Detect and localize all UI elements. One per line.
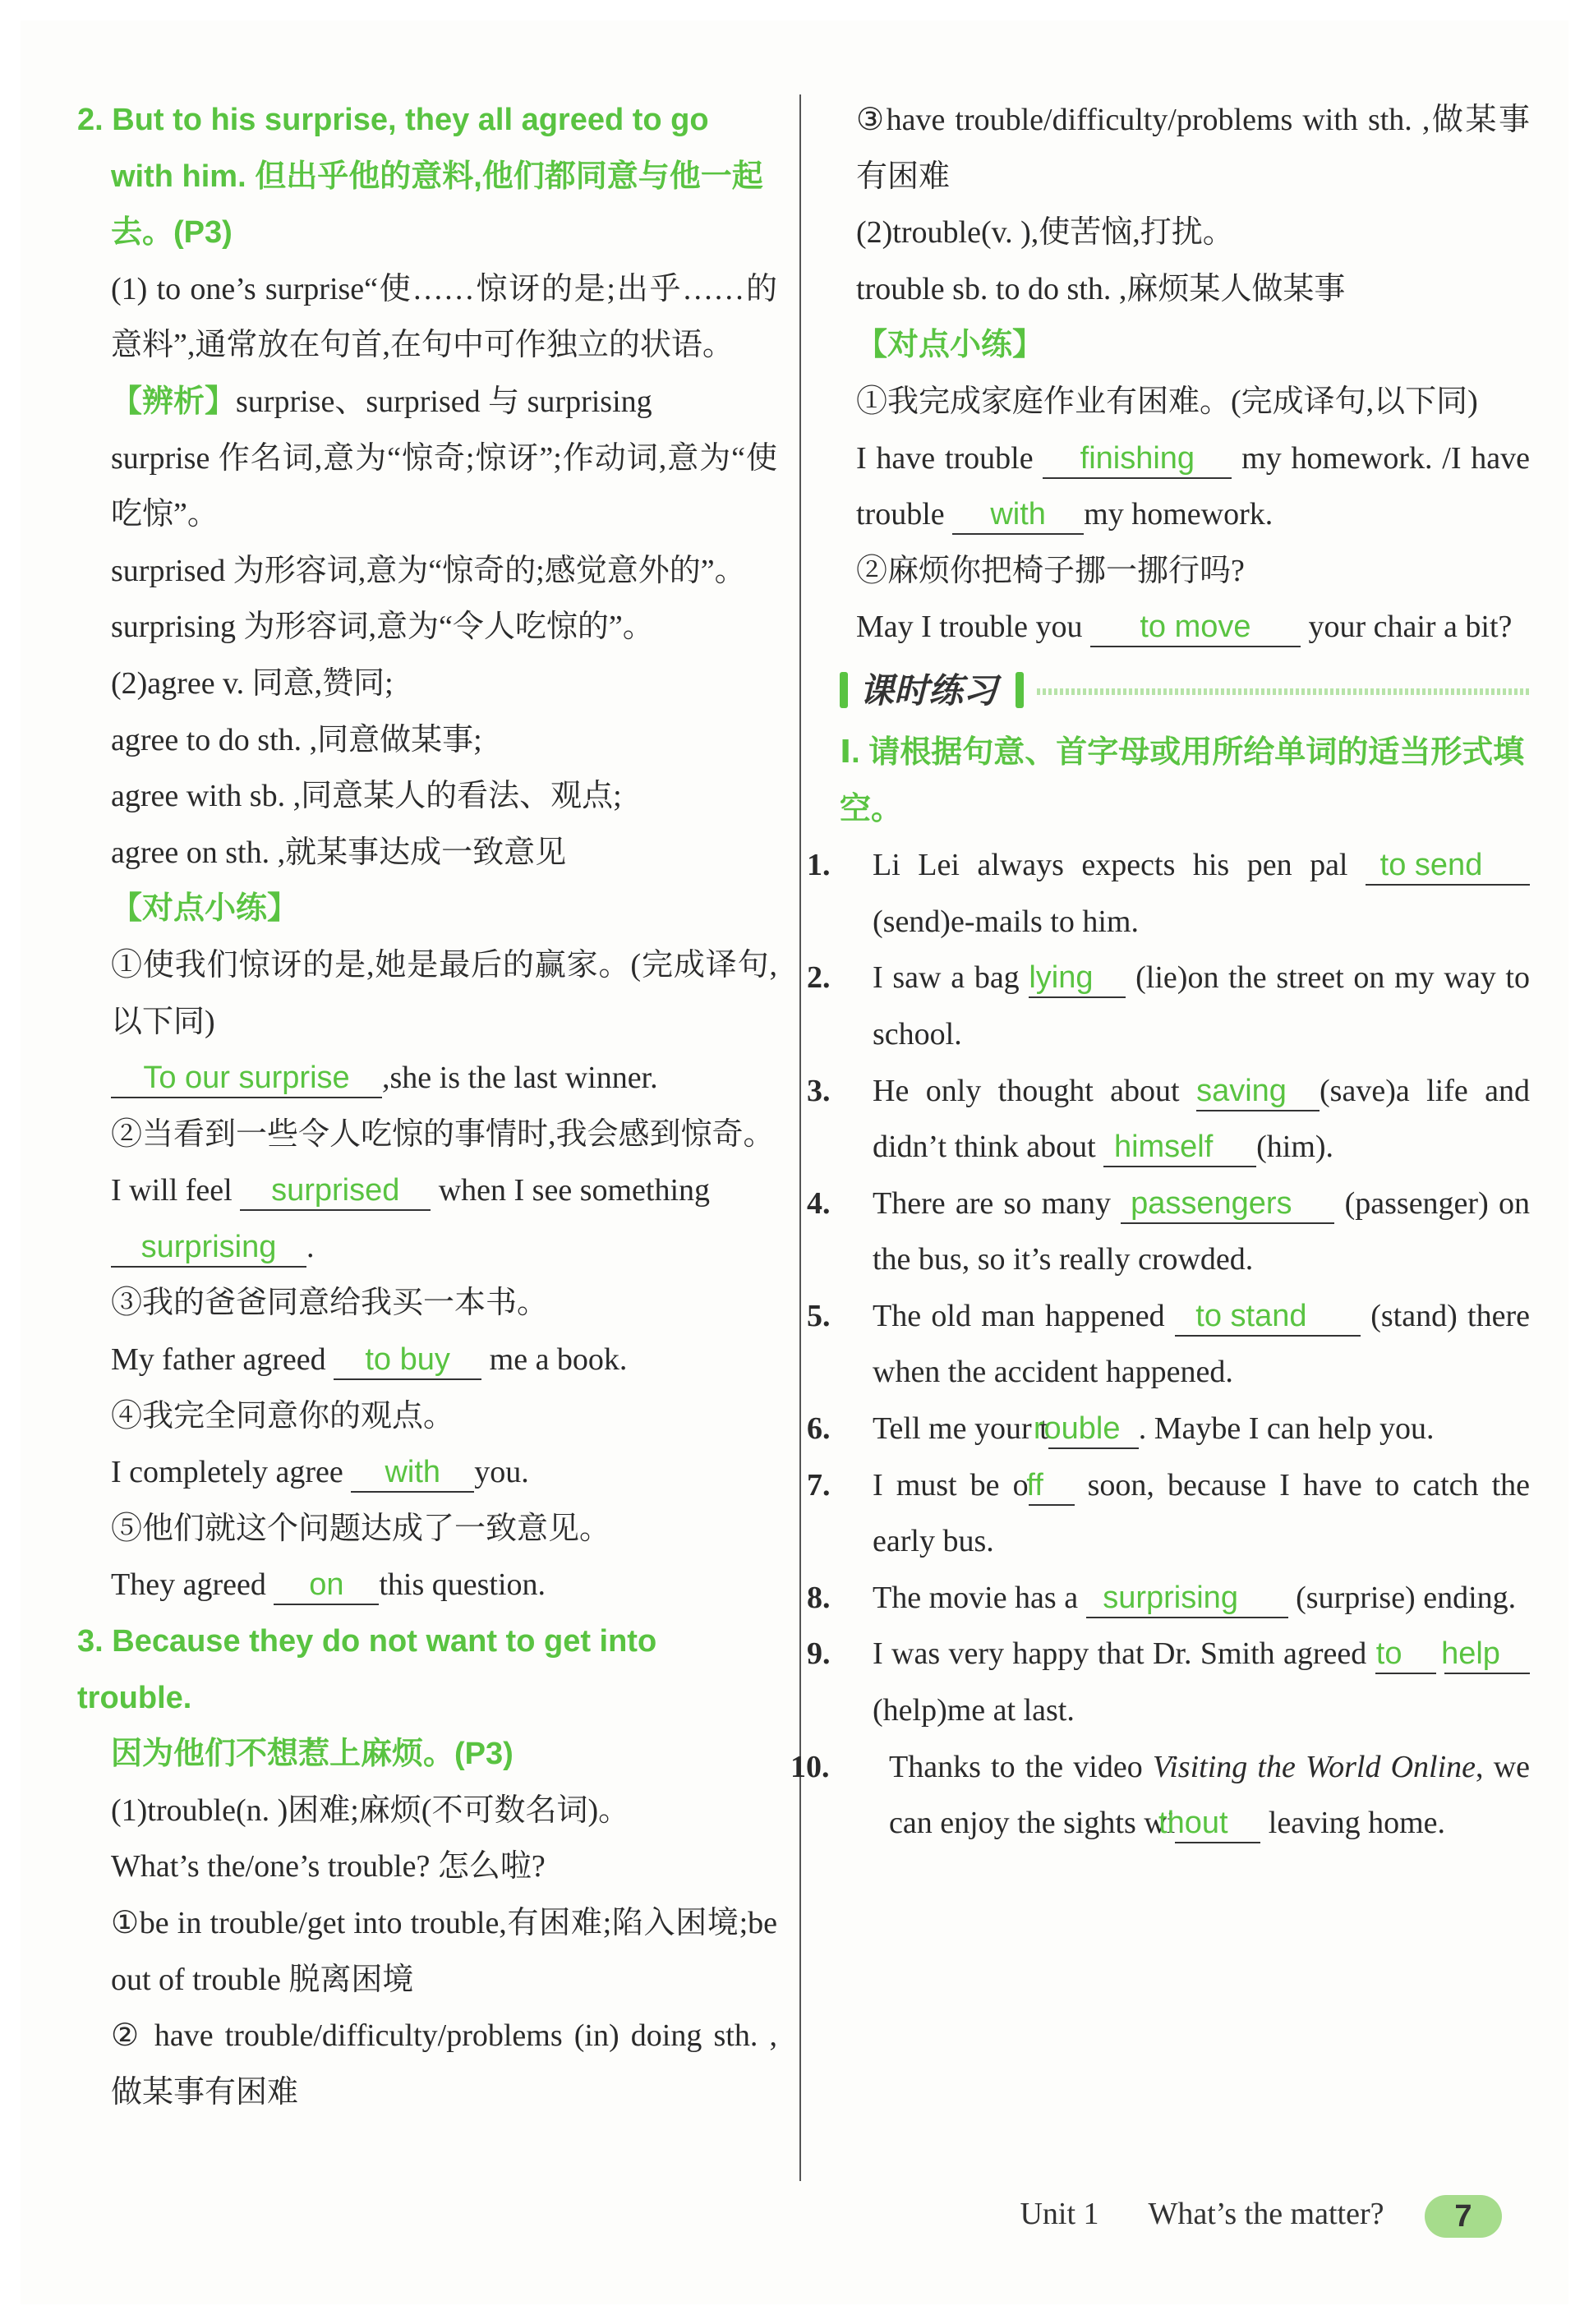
ex3-cn: ③我的爸爸同意给我买一本书。 <box>111 1286 549 1321</box>
ex1-cn: ①使我们惊讶的是,她是最后的赢家。(完成译句,以下同) <box>111 947 777 1039</box>
question-3 <box>807 1063 1531 1176</box>
q5-number: 5. <box>807 1298 831 1333</box>
bianxi-text: surprise、surprised 与 surprising <box>236 384 652 419</box>
ex4-answer: with <box>351 1453 474 1493</box>
q5-b: (stand) there when the accident happened. <box>873 1298 1530 1390</box>
ex3-after: me a book. <box>489 1342 628 1378</box>
q10-c: leaving home. <box>1268 1806 1446 1841</box>
q10-italic-title: Visiting the World Online <box>1152 1749 1476 1784</box>
p2-answer: to move <box>1090 608 1301 647</box>
trouble-phrase-2: ② have trouble/difficulty/problems (in) doing sth. ,做某事有困难 <box>111 2018 777 2110</box>
section-bar-left <box>840 672 848 708</box>
question-8 <box>807 1570 1530 1627</box>
question-4 <box>807 1176 1531 1288</box>
section-header <box>840 664 1530 718</box>
ex2-answer-1: surprised <box>240 1171 431 1211</box>
q2-b: (lie)on the street on my way to school. <box>873 960 1530 1052</box>
ex4-before: I completely agree <box>111 1455 343 1490</box>
ex1-line <box>77 1050 777 1107</box>
q5-answer: to stand <box>1175 1297 1361 1337</box>
p2-b: your chair a bit? <box>1308 610 1513 645</box>
left-column <box>77 92 777 2120</box>
agree-def: (2)agree v. 同意,赞同; <box>111 665 394 701</box>
ex1-after: ,she is the last winner. <box>382 1061 658 1096</box>
question-9 <box>807 1626 1530 1738</box>
q9-b: (help)me at last. <box>873 1693 1075 1728</box>
q6-b: . Maybe I can help you. <box>1138 1411 1435 1447</box>
q3-answer-1: saving <box>1196 1072 1320 1111</box>
q10-answer: thout <box>1175 1804 1260 1843</box>
q3-number: 3. <box>807 1073 831 1108</box>
q3-c: (him). <box>1256 1130 1334 1165</box>
q2-number: 2. <box>807 960 831 996</box>
q2-a: I saw a bag <box>873 960 1020 996</box>
p1-a: I have trouble <box>856 440 1034 476</box>
trouble-phrase-3: ③have trouble/difficulty/problems with sth. ,做某事有困难 <box>856 103 1530 194</box>
agree-with-def: agree with sb. ,同意某人的看法、观点; <box>111 779 622 814</box>
q8-number: 8. <box>807 1580 831 1615</box>
q3-a: He only thought about <box>873 1073 1180 1108</box>
q9-number: 9. <box>807 1636 831 1672</box>
p1-line <box>840 430 1530 543</box>
ex3-line <box>77 1332 777 1388</box>
q7-answer: ff <box>1029 1466 1075 1506</box>
surprising-def: surprising 为形容词,意为“令人吃惊的”。 <box>111 610 654 645</box>
page-footer <box>1020 2189 1502 2239</box>
q7-number: 7. <box>807 1467 831 1503</box>
task-title: Ⅰ. 请根据句意、首字母或用所给单词的适当形式填空。 <box>840 734 1525 826</box>
trouble-question: What’s the/one’s trouble? 怎么啦? <box>111 1849 546 1885</box>
q5-a: The old man happened <box>873 1298 1165 1333</box>
q8-answer: surprising <box>1086 1579 1288 1618</box>
item3-title: 3. Because they do not want to get into trouble. <box>77 1624 657 1715</box>
trouble-phrase-1: ①be in trouble/get into trouble,有困难;陷入困境;be out of trouble 脱离困境 <box>111 1906 777 1997</box>
bianxi-line <box>77 374 777 430</box>
q10-number: 10. <box>790 1749 830 1784</box>
p1-answer-2: with <box>952 495 1084 535</box>
section-dotted-rule <box>1037 688 1530 695</box>
q3-answer-2: himself <box>1103 1128 1256 1167</box>
ex2-line <box>77 1162 777 1219</box>
q4-answer: passengers <box>1121 1185 1334 1224</box>
q9-answer-2: help <box>1444 1635 1530 1674</box>
right-column <box>790 92 1531 1852</box>
ex5-cn: ⑤他们就这个问题达成了一致意见。 <box>111 1511 611 1546</box>
surprise-def: surprise 作名词,意为“惊奇;惊讶”;作动词,意为“使吃惊”。 <box>111 440 777 532</box>
q7-b: soon, because I have to catch the early bus. <box>873 1467 1530 1559</box>
p2-cn: ②麻烦你把椅子挪一挪行吗? <box>856 553 1245 588</box>
ex2-answer-2: surprising <box>111 1228 306 1268</box>
question-2 <box>807 950 1530 1062</box>
bianxi-label: 【辨析】 <box>111 384 237 419</box>
question-1 <box>807 837 1530 950</box>
practice-label-right: 【对点小练】 <box>856 328 1044 363</box>
question-5 <box>807 1288 1530 1401</box>
q8-a: The movie has a <box>873 1580 1079 1615</box>
p1-c: my homework. <box>1084 497 1274 532</box>
section-title: 课时练习 <box>859 670 998 710</box>
ex5-answer: on <box>274 1566 379 1605</box>
q4-b: (passenger) on the bus, so it’s really crowded. <box>873 1185 1531 1277</box>
question-6 <box>807 1401 1530 1457</box>
ex3-answer: to buy <box>334 1341 481 1380</box>
practice-label: 【对点小练】 <box>111 891 299 927</box>
q6-answer: rouble <box>1048 1410 1139 1449</box>
ex4-line <box>77 1444 777 1501</box>
ex1-answer: To our surprise <box>111 1059 382 1098</box>
trouble-n: (1)trouble(n. )困难;麻烦(不可数名词)。 <box>111 1792 630 1828</box>
q8-b: (surprise) ending. <box>1296 1580 1517 1615</box>
question-7 <box>807 1457 1530 1570</box>
page-number: 7 <box>1425 2195 1502 2238</box>
p1-b: my homework. /I have trouble <box>856 440 1530 532</box>
q6-number: 6. <box>807 1411 831 1447</box>
ex2-line2 <box>77 1219 777 1276</box>
trouble-v: (2)trouble(v. ),使苦恼,打扰。 <box>856 215 1234 251</box>
ex5-before: They agreed <box>111 1567 266 1603</box>
agree-on-def: agree on sth. ,就某事达成一致意见 <box>111 835 567 870</box>
ex5-after: this question. <box>379 1567 546 1603</box>
surprised-def: surprised 为形容词,意为“惊奇的;感觉意外的”。 <box>111 553 746 588</box>
ex2-mid: when I see something <box>438 1173 711 1208</box>
q6-a: Tell me your t <box>873 1411 1048 1447</box>
q1-a: Li Lei always expects his pen pal <box>873 848 1348 883</box>
q9-a: I was very happy that Dr. Smith agreed <box>873 1636 1367 1672</box>
ex2-before: I will feel <box>111 1173 233 1208</box>
item2-title: 2. But to his surprise, they all agreed to go with him. 但出乎他的意料,他们都同意与他一起去。(P3) <box>77 103 763 251</box>
q1-b: (send)e-mails to him. <box>873 904 1139 939</box>
p1-cn: ①我完成家庭作业有困难。(完成译句,以下同) <box>856 384 1478 419</box>
q10-b: , we can enjoy the sights wi <box>889 1749 1530 1841</box>
column-divider <box>799 94 801 2181</box>
q1-number: 1. <box>807 848 831 883</box>
p1-answer-1: finishing <box>1043 439 1232 479</box>
item2-explanation: (1) to one’s surprise“使……惊讶的是;出乎……的意料”,通常放在句首,在句中可作独立的状语。 <box>111 271 777 363</box>
ex2-after: . <box>306 1229 315 1264</box>
q9-answer-1: to <box>1375 1635 1436 1674</box>
q1-answer: to send <box>1366 846 1530 886</box>
ex4-cn: ④我完全同意你的观点。 <box>111 1398 455 1434</box>
q7-a: I must be o <box>873 1467 1029 1503</box>
q3-b: (save)a life and didn’t think about <box>873 1073 1531 1165</box>
q4-a: There are so many <box>873 1185 1112 1221</box>
q4-number: 4. <box>807 1185 831 1221</box>
q2-answer: lying <box>1029 959 1126 998</box>
ex4-after: you. <box>474 1455 529 1490</box>
question-10 <box>790 1739 1530 1852</box>
footer-title: What’s the matter? <box>1148 2197 1384 2231</box>
trouble-sb: trouble sb. to do sth. ,麻烦某人做某事 <box>856 271 1346 306</box>
footer-unit: Unit 1 <box>1020 2197 1099 2231</box>
p2-line <box>840 599 1530 656</box>
agree-to-def: agree to do sth. ,同意做某事; <box>111 722 482 757</box>
q10-a: Thanks to the video <box>889 1749 1143 1784</box>
ex2-cn: ②当看到一些令人吃惊的事情时,我会感到惊奇。 <box>111 1116 775 1152</box>
item3-title-cn: 因为他们不想惹上麻烦。(P3) <box>111 1737 514 1772</box>
ex5-line <box>77 1557 777 1613</box>
section-bar-right <box>1016 672 1024 708</box>
p2-a: May I trouble you <box>856 610 1083 645</box>
ex3-before: My father agreed <box>111 1342 326 1378</box>
